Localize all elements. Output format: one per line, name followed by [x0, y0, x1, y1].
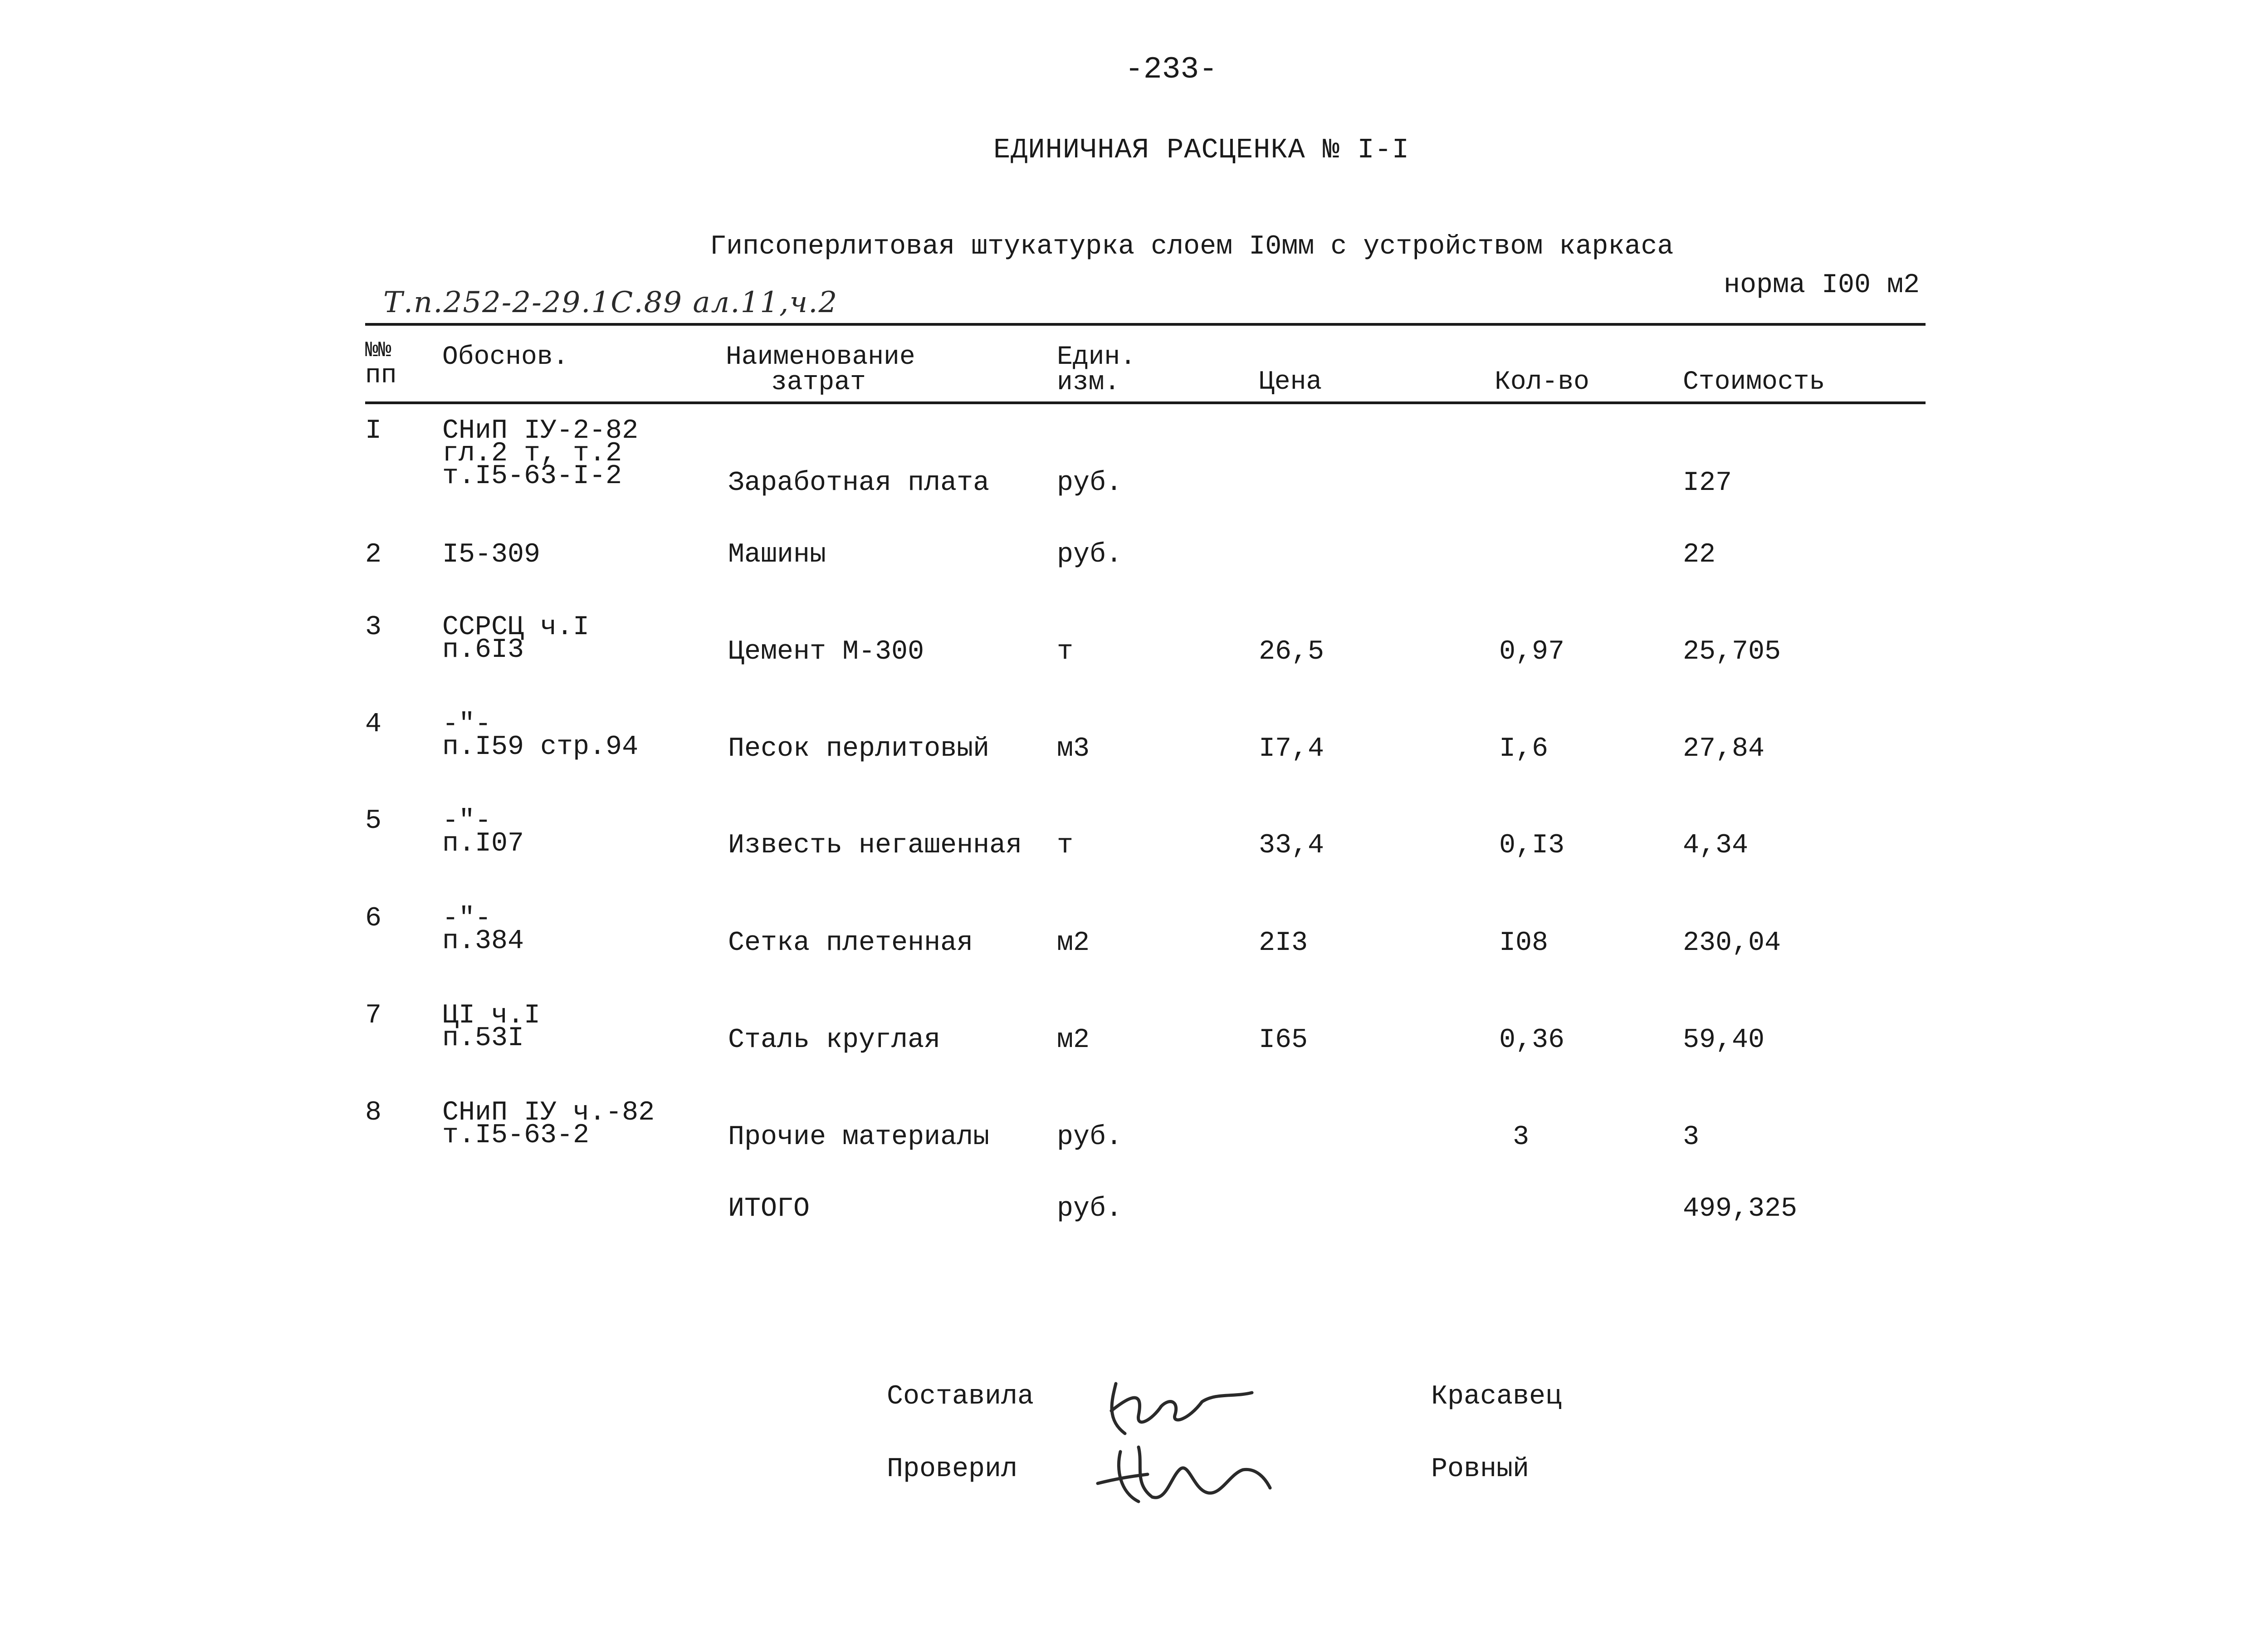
- row-qty: 0,97: [1499, 636, 1565, 667]
- row-unit: м3: [1057, 734, 1090, 764]
- total-unit: руб.: [1057, 1194, 1123, 1224]
- row-unit: т: [1057, 636, 1074, 667]
- row-cost: 230,04: [1683, 928, 1781, 959]
- row-unit: т: [1057, 830, 1074, 861]
- row-basis: [442, 1097, 655, 1151]
- row-qty: 0,36: [1499, 1025, 1565, 1056]
- row-name: Заработная плата: [728, 468, 990, 499]
- row-cost: 59,40: [1683, 1025, 1765, 1056]
- compiled-by-label: Составила: [887, 1381, 1034, 1412]
- row-cost: 4,34: [1683, 830, 1749, 861]
- row-qty: I,6: [1499, 734, 1549, 764]
- row-basis-line: ЦI ч.I: [442, 1000, 541, 1031]
- table-top-rule: [365, 323, 1926, 326]
- row-name: Машины: [728, 539, 826, 570]
- row-cost: 3: [1683, 1122, 1700, 1153]
- row-basis-line: ССРСЦ ч.I: [442, 612, 590, 643]
- compiled-by-name: Красавец: [1431, 1381, 1562, 1412]
- row-basis-line: п.I07: [442, 828, 524, 859]
- document-subtitle: Гипсоперлитовая штукатурка слоем I0мм с устройством каркаса: [710, 231, 1674, 262]
- checked-signature: [1089, 1433, 1279, 1511]
- row-num: 2: [365, 539, 382, 570]
- header-basis: Обоснов.: [442, 342, 569, 372]
- document-title: ЕДИНИЧНАЯ РАСЦЕНКА № I-I: [993, 134, 1409, 166]
- header-num: [365, 338, 397, 389]
- header-name: [726, 342, 915, 397]
- row-qty: I08: [1499, 928, 1549, 959]
- row-basis-line: СНиП IУ-2-82: [442, 416, 639, 446]
- row-basis: [442, 416, 639, 492]
- row-basis-line: СНиП IУ ч.-82: [442, 1097, 655, 1128]
- row-num: 6: [365, 903, 382, 934]
- row-name: Песок перлитовый: [728, 734, 990, 764]
- handwritten-reference-note: Т.п.252-2-29.1С.89 ал.11,ч.2: [383, 286, 838, 319]
- row-cost: 22: [1683, 539, 1716, 570]
- row-name: Цемент М-300: [728, 636, 924, 667]
- row-basis-line: I5-309: [442, 539, 541, 570]
- total-label: ИТОГО: [728, 1194, 810, 1224]
- header-num-line2: пп: [365, 361, 397, 391]
- row-num: 7: [365, 1000, 382, 1031]
- row-cost: 25,705: [1683, 636, 1781, 667]
- row-price: I65: [1259, 1025, 1308, 1056]
- table-header-rule: [365, 401, 1926, 404]
- checked-by-name: Ровный: [1431, 1454, 1530, 1485]
- header-num-line1: №№: [365, 338, 391, 363]
- row-basis-line: -"-: [442, 709, 492, 740]
- row-num: 8: [365, 1097, 382, 1128]
- row-basis-line: п.53I: [442, 1023, 524, 1054]
- row-basis: [442, 539, 541, 570]
- row-basis-line: -"-: [442, 903, 492, 934]
- row-num: I: [365, 416, 382, 446]
- row-qty: 3: [1513, 1122, 1530, 1153]
- row-basis: [442, 1000, 541, 1054]
- row-unit: руб.: [1057, 539, 1123, 570]
- header-unit-line1: Един.: [1057, 342, 1136, 372]
- total-cost: 499,325: [1683, 1194, 1798, 1224]
- row-unit: м2: [1057, 1025, 1090, 1056]
- row-num: 5: [365, 806, 382, 837]
- row-basis: [442, 709, 639, 763]
- row-basis: [442, 612, 590, 665]
- header-cost: Стоимость: [1683, 367, 1825, 397]
- header-qty: Кол-во: [1495, 367, 1589, 397]
- row-basis-line: т.I5-63-2: [442, 1120, 590, 1151]
- row-name: Известь негашенная: [728, 830, 1022, 861]
- row-basis-line: п.I59 стр.94: [442, 732, 639, 763]
- row-name: Сталь круглая: [728, 1025, 941, 1056]
- row-cost: I27: [1683, 468, 1732, 499]
- header-unit-line2: изм.: [1057, 368, 1120, 397]
- row-price: 26,5: [1259, 636, 1325, 667]
- row-basis: [442, 903, 524, 957]
- norma-label: норма I00 м2: [1724, 270, 1920, 301]
- header-name-line1: Наименование: [726, 342, 915, 372]
- row-basis-line: т.I5-63-I-2: [442, 461, 622, 492]
- row-basis-line: гл.2 т, т.2: [442, 438, 622, 469]
- row-name: Сетка плетенная: [728, 928, 973, 959]
- row-unit: руб.: [1057, 468, 1123, 499]
- row-num: 4: [365, 709, 382, 740]
- header-unit: [1057, 342, 1136, 397]
- row-price: 33,4: [1259, 830, 1325, 861]
- row-cost: 27,84: [1683, 734, 1765, 764]
- header-name-line2: затрат: [771, 368, 866, 397]
- row-unit: м2: [1057, 928, 1090, 959]
- page-number: -233-: [1125, 52, 1218, 87]
- row-basis: [442, 806, 524, 859]
- row-num: 3: [365, 612, 382, 643]
- header-price: Цена: [1259, 367, 1322, 397]
- row-price: I7,4: [1259, 734, 1325, 764]
- row-price: 2I3: [1259, 928, 1308, 959]
- checked-by-label: Проверил: [887, 1454, 1018, 1485]
- row-basis-line: -"-: [442, 806, 492, 837]
- row-name: Прочие материалы: [728, 1122, 990, 1153]
- row-basis-line: п.6I3: [442, 635, 524, 665]
- row-basis-line: п.384: [442, 926, 524, 957]
- row-unit: руб.: [1057, 1122, 1123, 1153]
- row-qty: 0,I3: [1499, 830, 1565, 861]
